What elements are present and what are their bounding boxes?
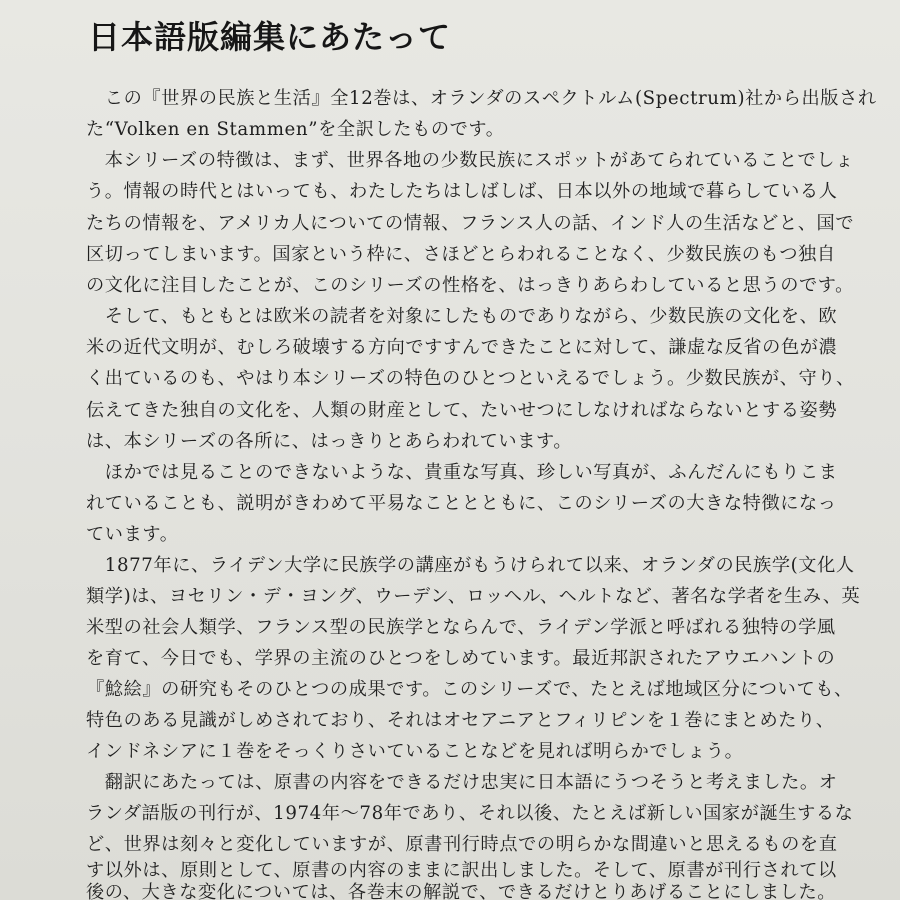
text-line: た“Volken en Stammen”を全訳したものです。: [86, 119, 505, 140]
text-line: は、本シリーズの各所に、はっきりとあらわれています。: [86, 431, 573, 452]
text-line: 特色のある見識がしめされており、それはオセアニアとフィリピンを１巻にまとめたり、: [86, 710, 835, 731]
text-line: す以外は、原則として、原書の内容のままに訳出しました。そして、原書が刊行されて以: [86, 860, 837, 881]
text-line: ランダ語版の刊行が、1974年～78年であり、それ以後、たとえば新しい国家が誕生するな: [86, 803, 854, 824]
text-line: この『世界の民族と生活』全12巻は、オランダのスペクトルム(Spectrum)社から出版され: [86, 88, 877, 109]
text-line: れていることも、説明がきわめて平易なこととともに、このシリーズの大きな特徴になっ: [86, 493, 837, 514]
text-line: の文化に注目したことが、このシリーズの性格を、はっきりあらわしていると思うのです。: [86, 275, 854, 296]
text-line: そして、もともとは欧米の読者を対象にしたものでありながら、少数民族の文化を、欧: [86, 306, 838, 327]
text-line: 本シリーズの特徴は、まず、世界各地の少数民族にスポットがあてられていることでしょ: [86, 150, 854, 171]
text-line: インドネシアに１巻をそっくりさいていることなどを見れば明らかでしょう。: [86, 741, 744, 762]
text-line: う。情報の時代とはいっても、わたしたちはしばしば、日本以外の地域で暮らしている人: [86, 181, 838, 202]
text-line: 翻訳にあたっては、原書の内容をできるだけ忠実に日本語にうつそうと考えました。オ: [86, 772, 838, 793]
text-line: ほかでは見ることのできないような、貴重な写真、珍しい写真が、ふんだんにもりこま: [86, 462, 838, 483]
text-line: 後の、大きな変化については、各巻末の解説で、できるだけとりあげることにしました。: [86, 882, 837, 900]
page-title: 日本語版編集にあたって: [88, 18, 452, 56]
text-line: 類学)は、ヨセリン・デ・ヨング、ウーデン、ロッヘル、ヘルトなど、著名な学者を生み、英: [86, 586, 861, 607]
text-line: 1877年に、ライデン大学に民族学の講座がもうけられて以来、オランダの民族学(文化人: [86, 555, 855, 576]
text-line: を育て、今日でも、学界の主流のひとつをしめています。最近邦訳されたアウエハントの: [86, 648, 836, 669]
text-line: 伝えてきた独自の文化を、人類の財産として、たいせつにしなければならないとする姿勢: [86, 400, 838, 421]
text-line: たちの情報を、アメリカ人についての情報、フランス人の話、インド人の生活などと、国で: [86, 213, 855, 234]
text-line: 区切ってしまいます。国家という枠に、さほどとらわれることなく、少数民族のもつ独自: [86, 244, 836, 265]
text-line: 米型の社会人類学、フランス型の民族学とならんで、ライデン学派と呼ばれる独特の学風: [86, 617, 836, 638]
text-line: 米の近代文明が、むしろ破壊する方向ですすんできたことに対して、謙虚な反省の色が濃: [86, 337, 838, 358]
text-line: く出ているのも、やはり本シリーズの特色のひとつといえるでしょう。少数民族が、守り、: [86, 368, 855, 389]
text-line: 『鯰絵』の研究もそのひとつの成果です。このシリーズで、たとえば地域区分についても、: [86, 679, 853, 700]
text-line: ど、世界は刻々と変化していますが、原書刊行時点での明らかな間違いと思えるものを直: [86, 834, 838, 855]
text-line: ています。: [86, 524, 179, 545]
